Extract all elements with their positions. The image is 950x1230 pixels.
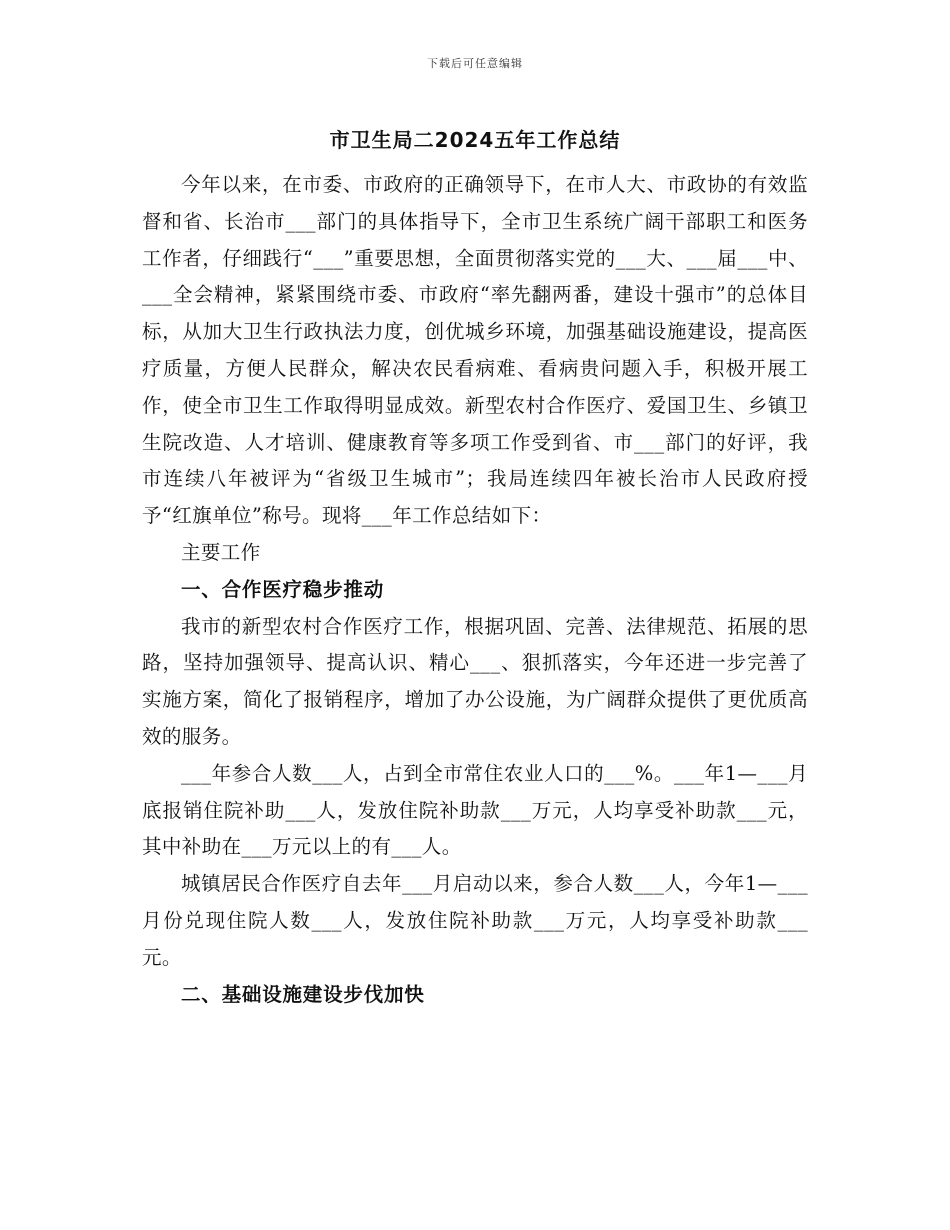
document-title: 市卫生局二2024五年工作总结 xyxy=(329,128,621,152)
page-header: 下载后可任意编辑 xyxy=(427,57,523,70)
section-2-heading: 二、基础设施建设步伐加快 xyxy=(181,982,425,1006)
section-1-paragraph-2: ___年参合人数___人，占到全市常住农业人口的___%。___年1—___月底报销住院补助___人，发放住院补助款___万元，人均享受补助款___元，其中补助在___万元以上的有___人。 xyxy=(142,761,808,859)
section-1-paragraph-1: 我市的新型农村合作医疗工作，根据巩固、完善、法律规范、拓展的思路，坚持加强领导、提高认识、精心___、狠抓落实，今年还进一步完善了实施方案，简化了报销程序，增加了办公设施，为广阔群众提供了更优质高效的服务。 xyxy=(142,614,808,748)
intro-paragraph: 今年以来，在市委、市政府的正确领导下，在市人大、市政协的有效监督和省、长治市___部门的具体指导下，全市卫生系统广阔干部职工和医务工作者，仔细践行“___”重要思想，全面贯彻落实党的___大、___届___中、___全会精神，紧紧围绕市委、市政府“率先翻两番，建设十强市”的总体目标，从加大卫生行政执法力度，创优城乡环境，加强基础设施建设，提高医疗质量，方便人民群众，解决农民看病难、看病贵问题入手，积极开展工作，使全市卫生工作取得明显成效。新型农村合作医疗、爱国卫生、乡镇卫生院改造、人才培训、健康教育等多项工作受到省、市___部门的好评，我市连续八年被评为“省级卫生城市”；我局连续四年被长治市人民政府授予“红旗单位”称号。现将___年工作总结如下： xyxy=(142,173,808,528)
document-body xyxy=(142,167,808,1013)
main-work-label: 主要工作 xyxy=(181,540,261,564)
section-1-heading: 一、合作医疗稳步推动 xyxy=(181,577,385,601)
section-1-paragraph-3: 城镇居民合作医疗自去年___月启动以来，参合人数___人，今年1—___月份兑现住院人数___人，发放住院补助款___万元，人均享受补助款___元。 xyxy=(142,872,808,969)
